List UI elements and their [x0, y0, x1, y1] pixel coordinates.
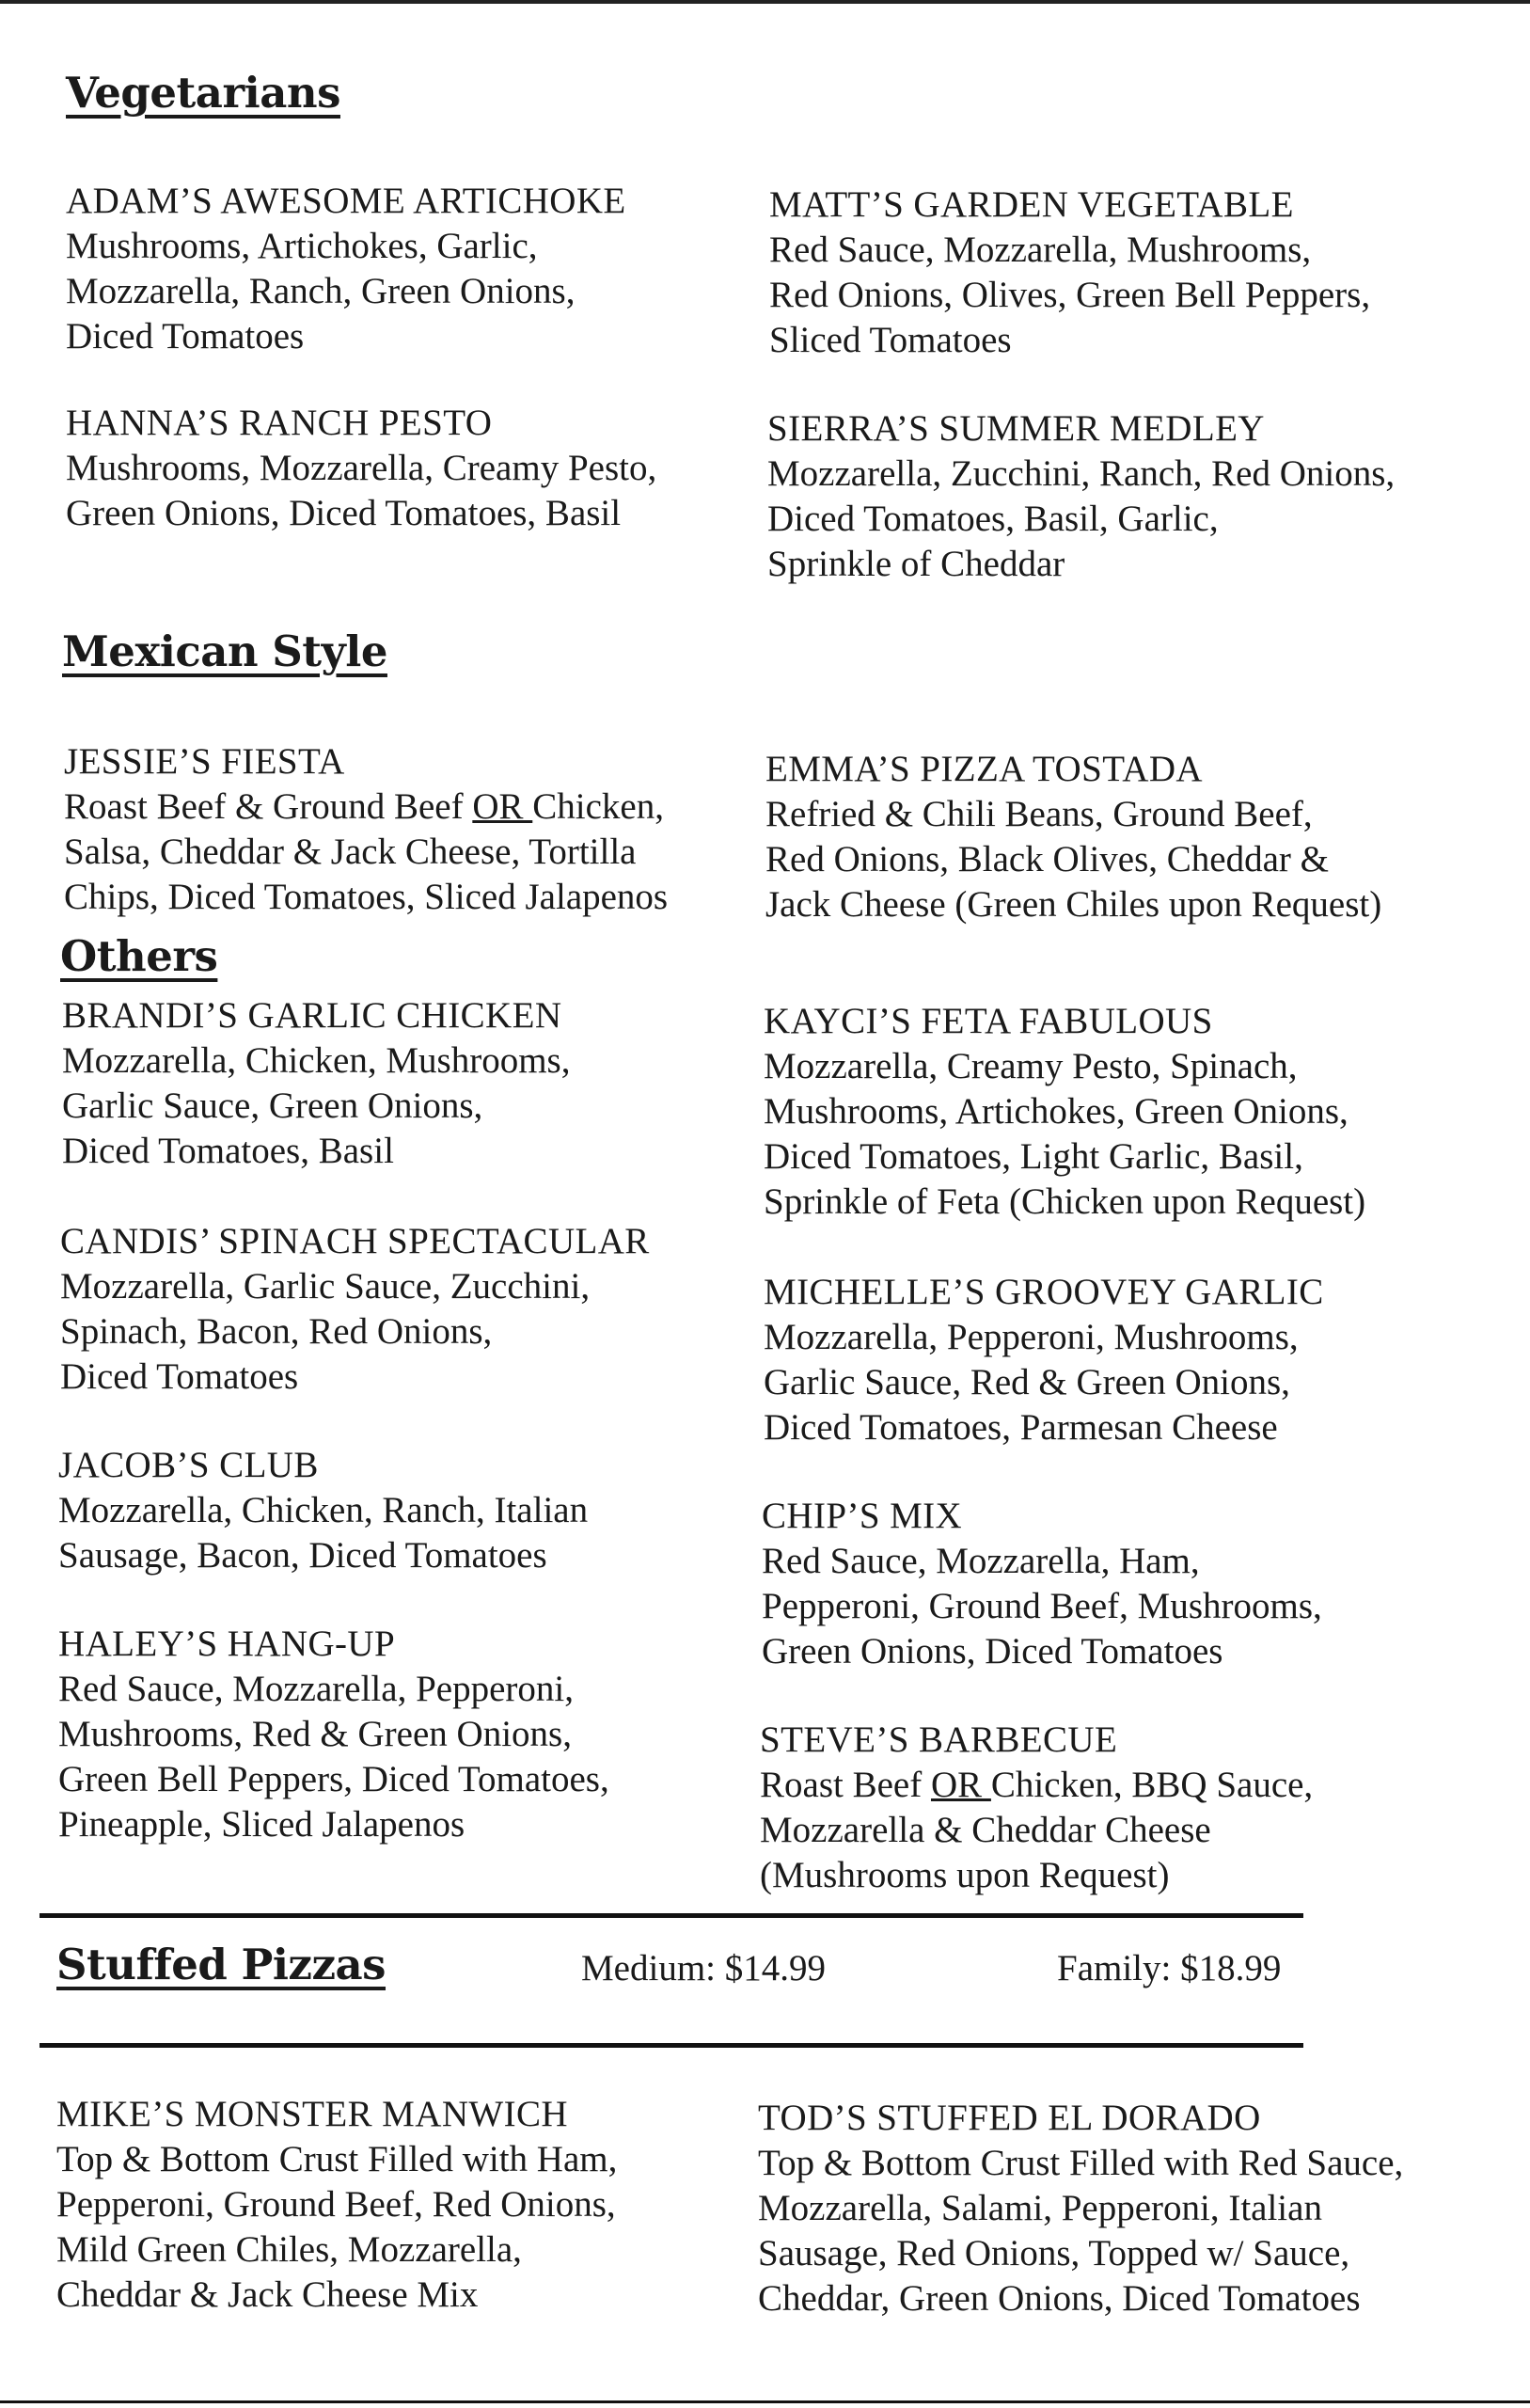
item-name: KAYCI’S FETA FABULOUS [764, 1001, 1213, 1041]
menu-item-tods-stuffed-el-dorado [758, 2096, 1473, 2321]
item-name: JESSIE’S FIESTA [64, 741, 345, 782]
menu-item-steves-barbecue [760, 1718, 1475, 1898]
menu-item-michelles-groovey-garlic [764, 1270, 1478, 1450]
menu-item-adams-awesome-artichoke [66, 179, 781, 359]
item-name: HALEY’S HANG-UP [58, 1624, 396, 1664]
item-name: CHIP’S MIX [762, 1496, 963, 1536]
item-description: Mozzarella, Chicken, Mushrooms, Garlic Sauce, Green Onions, Diced Tomatoes, Basil [62, 1040, 571, 1171]
menu-item-mikes-monster-manwich [56, 2092, 771, 2318]
item-name: EMMA’S PIZZA TOSTADA [765, 749, 1203, 789]
menu-item-emmas-pizza-tostada [765, 747, 1480, 927]
item-name: JACOB’S CLUB [58, 1445, 319, 1485]
item-description: Mozzarella, Chicken, Ranch, Italian Sausage, Bacon, Diced Tomatoes [58, 1490, 589, 1576]
item-description: Mushrooms, Artichokes, Garlic, Mozzarella, Ranch, Green Onions, Diced Tomatoes [66, 226, 576, 356]
item-name: TOD’S STUFFED EL DORADO [758, 2098, 1261, 2138]
section-title-stuffed-pizzas: Stuffed Pizzas [56, 1940, 386, 1989]
menu-item-jessies-fiesta [64, 739, 779, 920]
or-underlined: OR [472, 786, 533, 827]
item-name: MIKE’S MONSTER MANWICH [56, 2094, 568, 2134]
section-title-mexican-style: Mexican Style [62, 626, 387, 676]
item-description: Top & Bottom Crust Filled with Red Sauce, Mozzarella, Salami, Pepperoni, Italian Sausage, Red Onions, Topped w/ Sauce, Cheddar, Green Onions, Diced Tomatoes [758, 2143, 1404, 2319]
item-description: Roast Beef OR Chicken, BBQ Sauce, Mozzarella & Cheddar Cheese (Mushrooms upon Request) [760, 1765, 1314, 1895]
item-description: Red Sauce, Mozzarella, Pepperoni, Mushrooms, Red & Green Onions, Green Bell Peppers, Diced Tomatoes, Pineapple, Sliced Jalapenos [58, 1669, 609, 1845]
item-description: Top & Bottom Crust Filled with Ham, Pepperoni, Ground Beef, Red Onions, Mild Green Chiles, Mozzarella, Cheddar & Jack Cheese Mix [56, 2139, 618, 2315]
item-description: Red Sauce, Mozzarella, Ham, Pepperoni, Ground Beef, Mushrooms, Green Onions, Diced Tomatoes [762, 1541, 1322, 1671]
menu-item-chips-mix [762, 1494, 1476, 1674]
item-description: Mushrooms, Mozzarella, Creamy Pesto, Green Onions, Diced Tomatoes, Basil [66, 448, 657, 533]
page-bottom-edge [0, 2400, 1530, 2403]
item-description: Mozzarella, Creamy Pesto, Spinach, Mushrooms, Artichokes, Green Onions, Diced Tomatoes, Light Garlic, Basil, Sprinkle of Feta (Chicken upon Request) [764, 1046, 1366, 1222]
item-description: Refried & Chili Beans, Ground Beef, Red Onions, Black Olives, Cheddar & Jack Cheese (Green Chiles upon Request) [765, 794, 1382, 925]
item-name: BRANDI’S GARLIC CHICKEN [62, 995, 562, 1036]
item-name: ADAM’S AWESOME ARTICHOKE [66, 181, 626, 221]
menu-item-hannas-ranch-pesto [66, 401, 781, 536]
item-description: Mozzarella, Garlic Sauce, Zucchini, Spinach, Bacon, Red Onions, Diced Tomatoes [60, 1266, 591, 1397]
item-name: SIERRA’S SUMMER MEDLEY [767, 408, 1265, 449]
menu-item-candis-spinach-spectacular [60, 1219, 775, 1400]
item-description: Mozzarella, Pepperoni, Mushrooms, Garlic Sauce, Red & Green Onions, Diced Tomatoes, Parmesan Cheese [764, 1317, 1299, 1448]
item-name: HANNA’S RANCH PESTO [66, 403, 493, 443]
menu-item-jacobs-club [58, 1443, 773, 1578]
divider-top [39, 1913, 1303, 1918]
item-name: MATT’S GARDEN VEGETABLE [769, 184, 1294, 225]
menu-item-haleys-hang-up [58, 1622, 773, 1847]
item-name: MICHELLE’S GROOVEY GARLIC [764, 1272, 1324, 1312]
section-title-vegetarians: Vegetarians [66, 68, 340, 118]
item-description: Roast Beef & Ground Beef OR Chicken, Salsa, Cheddar & Jack Cheese, Tortilla Chips, Diced Tomatoes, Sliced Jalapenos [64, 786, 669, 917]
menu-item-sierras-summer-medley [767, 406, 1482, 587]
price-medium: Medium: $14.99 [581, 1948, 826, 1988]
or-underlined: OR [930, 1765, 991, 1805]
price-family: Family: $18.99 [1057, 1948, 1282, 1988]
menu-item-brandis-garlic-chicken [62, 993, 777, 1174]
item-description: Mozzarella, Zucchini, Ranch, Red Onions, Diced Tomatoes, Basil, Garlic, Sprinkle of Cheddar [767, 453, 1396, 584]
item-name: CANDIS’ SPINACH SPECTACULAR [60, 1221, 650, 1261]
divider-bottom [39, 2043, 1303, 2048]
item-description: Red Sauce, Mozzarella, Mushrooms, Red Onions, Olives, Green Bell Peppers, Sliced Tomatoes [769, 230, 1371, 360]
menu-item-kaycis-feta-fabulous [764, 999, 1478, 1225]
menu-item-matts-garden-vegetable [769, 182, 1484, 363]
item-name: STEVE’S BARBECUE [760, 1719, 1118, 1760]
section-title-others: Others [60, 931, 218, 981]
